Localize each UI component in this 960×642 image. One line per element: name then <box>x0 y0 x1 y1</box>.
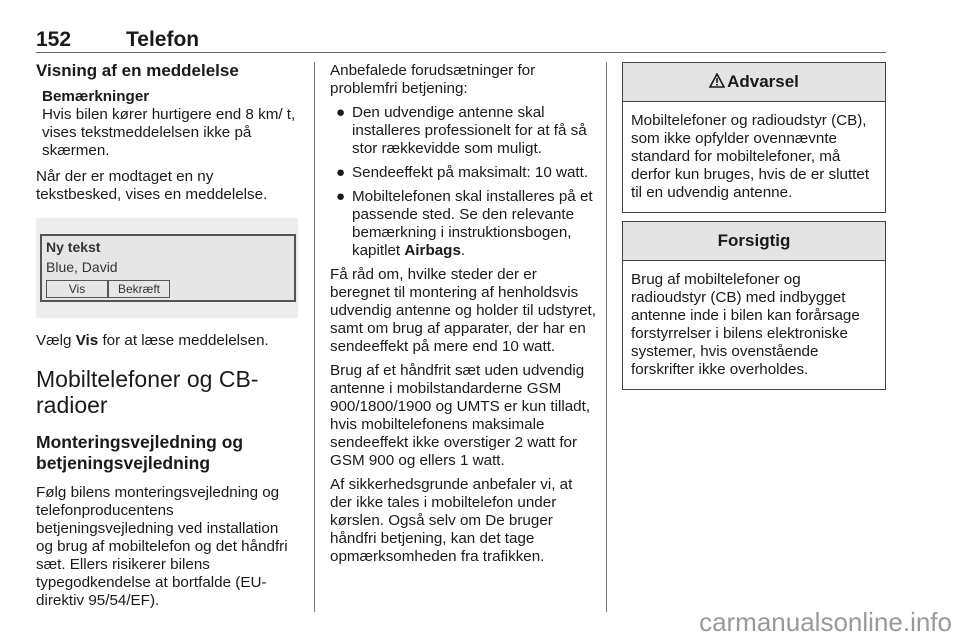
list-item-end: . <box>460 242 466 259</box>
list-item <box>330 104 596 158</box>
caution-header: Forsigtig <box>623 222 885 261</box>
warning-triangle-icon <box>709 73 725 91</box>
caution-text: Brug af mobiltelefoner og radioudstyr (CB) med indbygget antenne inde i bilen kan forårsage forstyrrelser i bilens elektroniske systemer, hvis ovenstående forskrifter ikke overholdes. <box>631 271 860 378</box>
bullet-icon: ● <box>336 164 346 181</box>
warning-header <box>623 63 885 102</box>
display-confirm-button: Bekræft <box>108 280 170 298</box>
bullet-icon: ● <box>336 188 346 205</box>
display-screen <box>40 234 296 302</box>
caution-box <box>622 221 886 390</box>
select-bold: Vis <box>75 332 99 349</box>
select-prefix: Vælg <box>36 332 76 349</box>
note-block <box>36 88 298 160</box>
list-item-text: Mobiltelefonen skal installeres på et passende sted. Se den relevante bemærkning i instruktionsbogen, kapitlet <box>352 188 593 259</box>
airbags-reference: Airbags <box>404 242 461 259</box>
paragraph-select <box>36 332 298 350</box>
column-divider-2 <box>606 62 607 612</box>
paragraph-safety: Af sikkerhedsgrunde anbefaler vi, at der ikke tales i mobiltelefon under kørslen. Også selv om De bruger håndfri betjening, kan det tage opmærksomheden fra trafikken. <box>330 476 573 565</box>
header-rule <box>36 52 886 53</box>
page-number: 152 <box>36 28 72 51</box>
section-title: Telefon <box>126 28 200 51</box>
warning-text: Mobiltelefoner og radioudstyr (CB), som ikke opfylder ovennævnte standard for mobiltelefoner, må derfor kun bruges, hvis de er sluttet til en udvendig antenne. <box>631 112 870 201</box>
column-divider-1 <box>314 62 315 612</box>
paragraph-advice: Få råd om, hvilke steder der er beregnet til montering af henholdsvis udvendig antenne og holder til udstyret, samt om brug af apparater, der har en sendeeffekt på mere end 10 watt. <box>330 266 596 355</box>
heading-mobile-phones: Mobiltelefoner og CB-radioer <box>36 366 259 418</box>
paragraph-prerequisites: Anbefalede forudsætninger for problemfri betjening: <box>330 62 536 97</box>
heading-view-message: Visning af en meddelelse <box>36 61 239 80</box>
warning-box <box>622 62 886 213</box>
page-header <box>36 28 886 52</box>
list-item-text: Den udvendige antenne skal installeres professionelt for at få så stor rækkevidde som muligt. <box>352 104 587 157</box>
note-title: Bemærkninger <box>42 88 150 105</box>
paragraph-installation: Følg bilens monteringsvejledning og telefonproducentens betjeningsvejledning ved installation og brug af mobiltelefon og det håndfri sæt. Ellers risikerer bilens typegodkendelse at bortfalde (EU-direktiv 95/54/EF). <box>36 484 288 609</box>
column-left <box>36 62 298 616</box>
prerequisite-list <box>330 104 596 260</box>
column-middle <box>330 62 596 572</box>
display-title: Ny tekst <box>46 239 101 255</box>
list-item <box>330 188 596 260</box>
watermark: carmanualsonline.info <box>699 607 952 637</box>
heading-installation: Monteringsvejledning og betjeningsvejledning <box>36 432 244 473</box>
paragraph-handsfree: Brug af et håndfrit sæt uden udvendig antenne i mobilstandarderne GSM 900/1800/1900 og UMTS er kun tilladt, hvis mobiltelefonens maksimale sendeeffekt ikke overstiger 2 watt for GSM 900 og ellers 1 watt. <box>330 362 591 469</box>
column-right <box>622 62 886 398</box>
paragraph-received: Når der er modtaget en ny tekstbesked, vises en meddelelse. <box>36 168 268 203</box>
warning-title: Advarsel <box>727 72 799 91</box>
note-text: Hvis bilen kører hurtigere end 8 km/ t, vises tekstmeddelelsen ikke på skærmen. <box>42 106 296 159</box>
bullet-icon: ● <box>336 104 346 121</box>
list-item-text: Sendeeffekt på maksimalt: 10 watt. <box>352 164 589 181</box>
select-suffix: for at læse meddelelsen. <box>98 332 269 349</box>
display-show-button: Vis <box>46 280 108 298</box>
list-item <box>330 164 596 182</box>
display-sender: Blue, David <box>46 259 118 275</box>
display-illustration <box>36 218 298 318</box>
